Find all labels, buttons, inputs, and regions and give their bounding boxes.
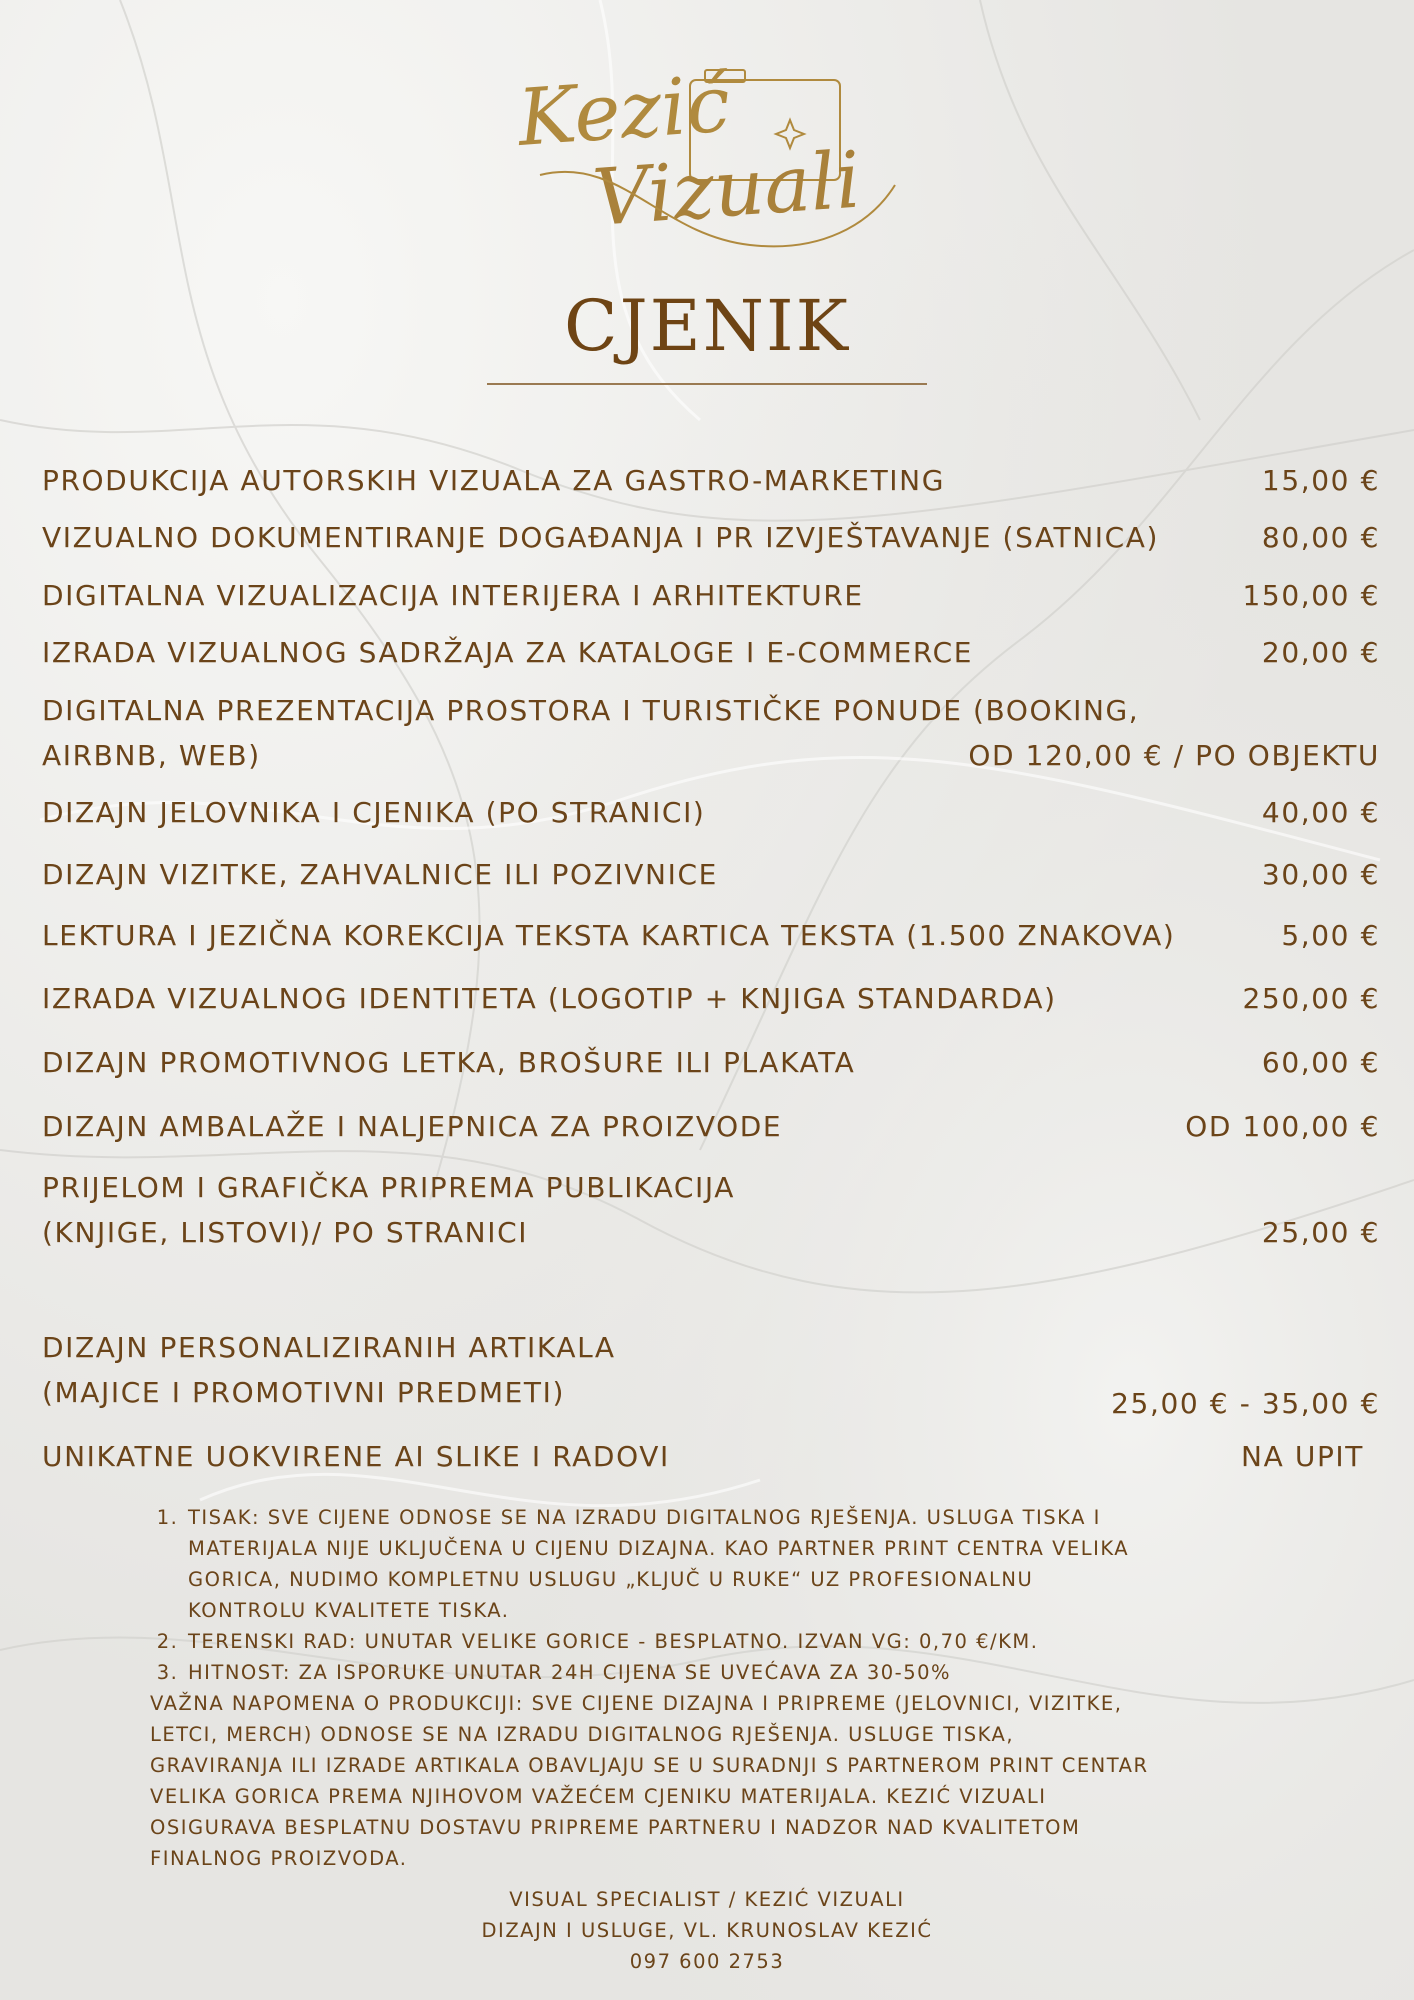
notes-section (150, 1502, 1150, 1874)
brand-logo-graphic (500, 25, 920, 265)
notes-list (150, 1502, 1150, 1688)
service-price: NA UPIT (1241, 1440, 1364, 1473)
footer (0, 1884, 1414, 1977)
service-price: 25,00 € - 35,00 € (1111, 1387, 1380, 1420)
service-price: OD 100,00 € (1185, 1110, 1380, 1143)
service-price: 80,00 € (1261, 521, 1380, 554)
service-label: PRODUKCIJA AUTORSKIH VIZUALA ZA GASTRO-MARKETING (42, 464, 945, 497)
service-price: 40,00 € (1261, 796, 1380, 829)
service-label: DIZAJN PERSONALIZIRANIH ARTIKALA (MAJICE I PROMOTIVNI PREDMETI) (42, 1331, 616, 1409)
page-title: CJENIK (564, 285, 850, 367)
service-label: IZRADA VIZUALNOG IDENTITETA (LOGOTIP + KNJIGA STANDARDA) (42, 982, 1057, 1015)
service-label: DIZAJN JELOVNIKA I CJENIKA (PO STRANICI) (42, 796, 706, 829)
service-price: 5,00 € (1281, 919, 1380, 952)
service-label: DIZAJN AMBALAŽE I NALJEPNICA ZA PROIZVODE (42, 1110, 783, 1143)
service-label: LEKTURA I JEZIČNA KOREKCIJA TEKSTA KARTICA TEKSTA (1.500 ZNAKOVA) (42, 919, 1176, 952)
service-price: 60,00 € (1261, 1046, 1380, 1079)
title-divider (487, 383, 927, 385)
footer-line-owner: DIZAJN I USLUGE, VL. KRUNOSLAV KEZIĆ (481, 1919, 933, 1942)
service-price: OD 120,00 € / PO OBJEKTU (968, 739, 1380, 772)
service-label: DIZAJN VIZITKE, ZAHVALNICE ILI POZIVNICE (42, 858, 718, 891)
service-label: IZRADA VIZUALNOG SADRŽAJA ZA KATALOGE I E-COMMERCE (42, 636, 974, 669)
service-price: 30,00 € (1261, 858, 1380, 891)
note-item: 1. TISAK: SVE CIJENE ODNOSE SE NA IZRADU DIGITALNOG RJEŠENJA. USLUGA TISKA I MATERIJALA NIJE UKLJUČENA U CIJENU DIZAJNA. KAO PARTNER PRINT CENTRA VELIKA GORICA, NUDIMO KOMPLETNU USLUGU „KLJUČ U RUKE“ UZ PROFESIONALNU KONTROLU KVALITETE TISKA. (186, 1502, 1150, 1626)
service-label: PRIJELOM I GRAFIČKA PRIPREMA PUBLIKACIJA (KNJIGE, LISTOVI)/ PO STRANICI (42, 1171, 735, 1249)
note-item: 3. HITNOST: ZA ISPORUKE UNUTAR 24H CIJENA SE UVEĆAVA ZA 30-50% (186, 1657, 1150, 1688)
service-label: DIGITALNA VIZUALIZACIJA INTERIJERA I ARHITEKTURE (42, 579, 864, 612)
footer-line-brand: VISUAL SPECIALIST / KEZIĆ VIZUALI (509, 1888, 905, 1911)
service-price: 150,00 € (1242, 579, 1380, 612)
service-label: DIGITALNA PREZENTACIJA PROSTORA I TURISTIČKE PONUDE (BOOKING, AIRBNB, WEB) (42, 694, 1140, 772)
service-label: DIZAJN PROMOTIVNOG LETKA, BROŠURE ILI PLAKATA (42, 1046, 856, 1079)
footer-phone: 097 600 2753 (629, 1950, 785, 1973)
service-label: UNIKATNE UOKVIRENE AI SLIKE I RADOVI (42, 1440, 670, 1473)
service-price: 250,00 € (1242, 982, 1380, 1015)
note-item: 2. TERENSKI RAD: UNUTAR VELIKE GORICE - BESPLATNO. IZVAN VG: 0,70 €/KM. (186, 1626, 1150, 1657)
service-price: 15,00 € (1261, 464, 1380, 497)
service-label: VIZUALNO DOKUMENTIRANJE DOGAĐANJA I PR IZVJEŠTAVANJE (SATNICA) (42, 521, 1160, 554)
logo-text-line1: Kezić (515, 59, 733, 164)
important-note: VAŽNA NAPOMENA O PRODUKCIJI: SVE CIJENE DIZAJNA I PRIPREME (JELOVNICI, VIZITKE, LETCI, MERCH) ODNOSE SE NA IZRADU DIGITALNOG RJEŠENJA. USLUGE TISKA, GRAVIRANJA ILI IZRADE ARTIKALA OBAVLJAJU SE U SURADNJI S PARTNEROM PRINT CENTAR VELIKA GORICA PREMA NJIHOVOM VAŽEĆEM CJENIKU MATERIJALA. KEZIĆ VIZUALI OSIGURAVA BESPLATNU DOSTAVU PRIPREME PARTNERU I NADZOR NAD KVALITETOM FINALNOG PROIZVODA. (150, 1692, 1149, 1870)
service-price: 20,00 € (1261, 636, 1380, 669)
service-price: 25,00 € (1261, 1216, 1380, 1249)
logo-text-line2: Vizuali (590, 135, 864, 244)
brand-logo (500, 25, 920, 265)
